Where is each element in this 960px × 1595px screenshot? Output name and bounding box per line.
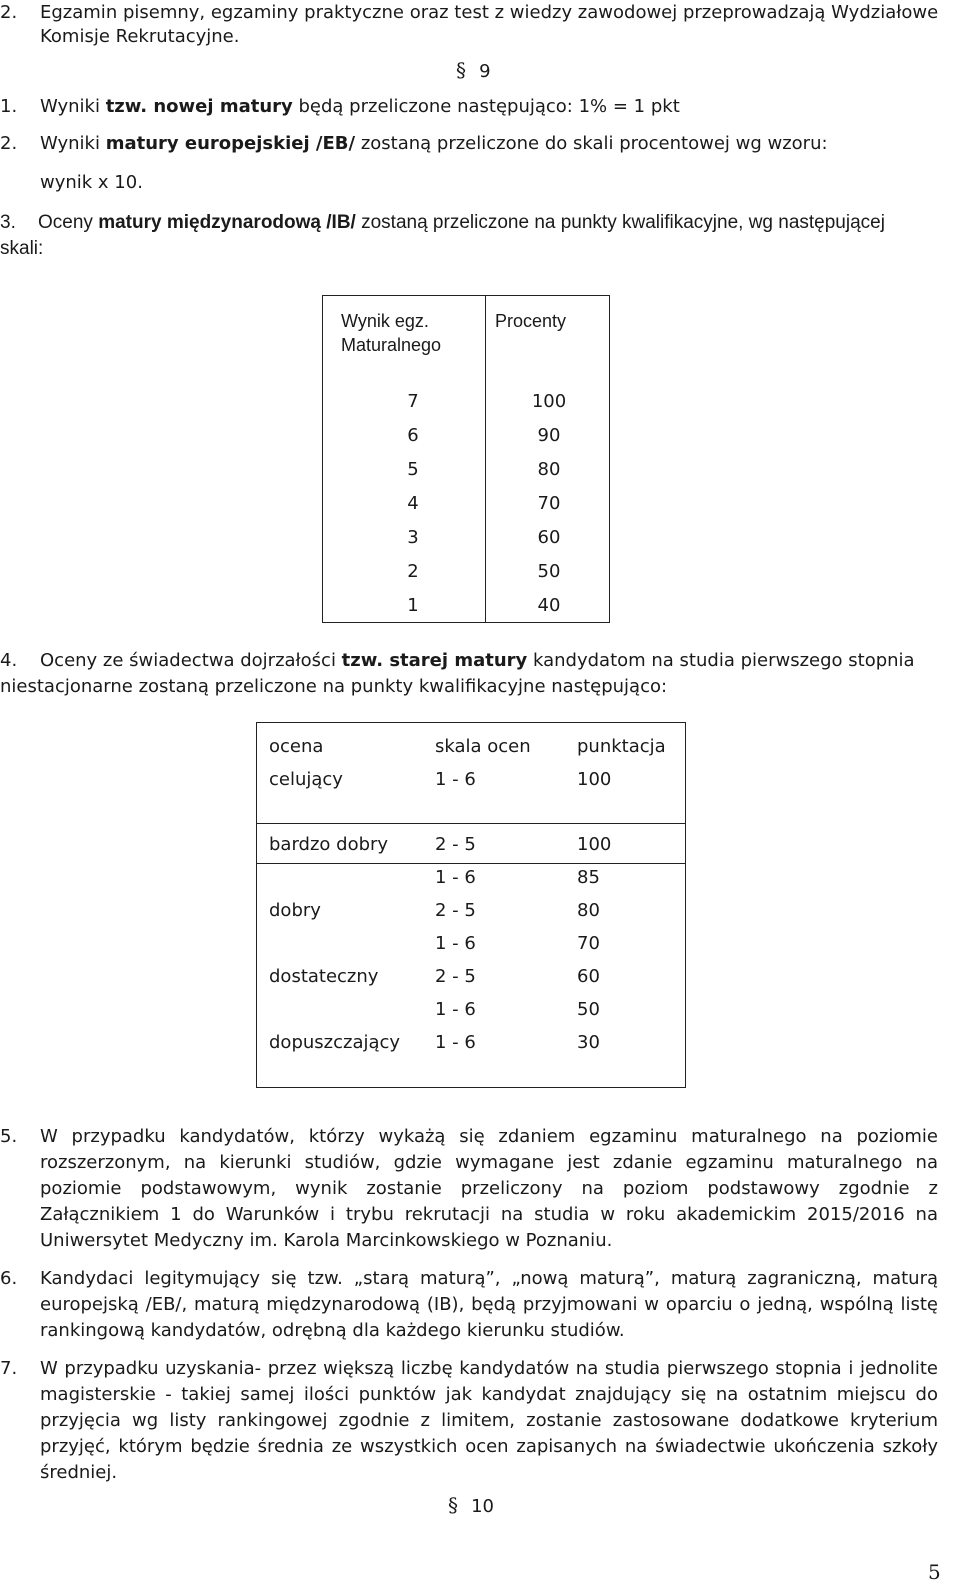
old-row-pkt: 85 <box>577 867 600 888</box>
old-row-ocena: dopuszczający <box>269 1032 401 1053</box>
old-row-skala: 1 - 6 <box>435 867 476 888</box>
paragraph-sign: § <box>448 1493 458 1517</box>
ib-row-grade: 7 <box>407 391 419 412</box>
ib-header-col1-line2: Maturalnego <box>341 335 442 355</box>
s9-item-1-text: Wyniki tzw. nowej matury będą przeliczone następująco: 1% = 1 pkt <box>40 96 680 117</box>
old-row-ocena: dostateczny <box>269 966 379 987</box>
old-row-skala: 2 - 5 <box>435 900 476 921</box>
s9-item-7-number: 7. <box>0 1358 18 1379</box>
ib-row-pct: 90 <box>537 425 561 446</box>
old-row-pkt: 80 <box>577 900 600 921</box>
table-row-divider <box>257 863 685 864</box>
s9-item-6-text: Kandydaci legitymujący się tzw. „starą maturą”, „nową maturą”, maturą zagraniczną, maturą europejską /EB/, maturą międzynarodową (IB), będą przyjmowani w oparciu o jedną, wspólną listę rankingową kandydatów, odrębną dla każdego kierunku studiów. <box>40 1268 938 1341</box>
section-9-heading <box>456 58 491 85</box>
s9-item-1-number: 1. <box>0 96 18 117</box>
old-row-pkt: 30 <box>577 1032 600 1053</box>
ib-header-col2: Procenty <box>495 311 567 331</box>
section-10-heading <box>448 1493 494 1520</box>
old-row-skala: 1 - 6 <box>435 769 476 790</box>
ib-conversion-table <box>322 295 610 623</box>
old-row-pkt: 100 <box>577 769 612 790</box>
item-2-number: 2. <box>0 2 18 23</box>
s9-item-3-text: Oceny matury międzynarodową /IB/ zostaną przeliczone na punkty kwalifikacyjne, wg następującej <box>38 212 885 233</box>
old-row-skala: 1 - 6 <box>435 1032 476 1053</box>
s9-item-5-text: W przypadku kandydatów, którzy wykażą się zdaniem egzaminu maturalnego na poziomie rozszerzonym, na kierunki studiów, gdzie wymagane jest zdanie egzaminu maturalnego na poziomie podstawowym, wynik zostanie przeliczony na poziom podstawowy zgodnie z Załącznikiem 1 do Warunków i trybu rekrutacji na studia w roku akademickim 2015/2016 na Uniwersytet Medyczny im. Karola Marcinkowskiego w Poznaniu. <box>40 1126 938 1251</box>
old-header-punktacja: punktacja <box>577 736 666 757</box>
s9-item-4-number: 4. <box>0 650 18 671</box>
old-row-skala: 1 - 6 <box>435 999 476 1020</box>
ib-row-pct: 50 <box>537 561 561 582</box>
ib-row-pct: 60 <box>537 527 561 548</box>
s9-item-2-number: 2. <box>0 133 18 154</box>
item-2-line1: Egzamin pisemny, egzaminy praktyczne oraz test z wiedzy zawodowej przeprowadzają Wydziałowe <box>40 2 939 23</box>
s9-item-4-text: Oceny ze świadectwa dojrzałości tzw. starej matury kandydatom na studia pierwszego stopnia <box>40 650 915 671</box>
old-row-ocena: bardzo dobry <box>269 834 389 855</box>
old-row-skala: 2 - 5 <box>435 834 476 855</box>
s9-item-2-text: Wyniki matury europejskiej /EB/ zostaną przeliczone do skali procentowej wg wzoru: <box>40 133 828 154</box>
old-header-ocena: ocena <box>269 736 324 757</box>
old-row-pkt: 50 <box>577 999 600 1020</box>
section-number: 9 <box>479 61 491 82</box>
ib-row-grade: 3 <box>407 527 419 548</box>
ib-row-grade: 4 <box>407 493 419 514</box>
old-matura-table <box>256 722 686 1088</box>
old-row-ocena: dobry <box>269 900 321 921</box>
ib-row-grade: 5 <box>407 459 419 480</box>
ib-row-pct: 80 <box>537 459 561 480</box>
old-row-skala: 2 - 5 <box>435 966 476 987</box>
s9-item-7-text: W przypadku uzyskania- przez większą liczbę kandydatów na studia pierwszego stopnia i jednolite magisterskie - takiej samej ilości punktów jak kandydat znajdujący się na ostatnim miejscu do przyjęcia wg listy rankingowej zgodnie z limitem, zostanie zastosowane dodatkowe kryterium przyjęć, którym będzie średnia ze wszystkich ocen zapisanych na świadectwie ukończenia szkoły średniej. <box>40 1358 938 1483</box>
table-row-divider <box>257 823 685 824</box>
page-number: 5 <box>928 1560 941 1584</box>
old-row-pkt: 60 <box>577 966 600 987</box>
old-row-skala: 1 - 6 <box>435 933 476 954</box>
ib-row-grade: 2 <box>407 561 419 582</box>
ib-row-grade: 6 <box>407 425 419 446</box>
old-header-skala: skala ocen <box>435 736 531 757</box>
section-number: 10 <box>471 1496 494 1517</box>
ib-row-grade: 1 <box>407 595 419 616</box>
s9-item-3-number: 3. <box>0 212 16 233</box>
ib-header-col1-line1: Wynik egz. <box>341 311 429 331</box>
s9-item-6-number: 6. <box>0 1268 18 1289</box>
ib-row-pct: 100 <box>531 391 567 412</box>
ib-row-pct: 70 <box>537 493 561 514</box>
table-column-divider <box>485 296 486 622</box>
old-row-pkt: 100 <box>577 834 612 855</box>
s9-item-5-number: 5. <box>0 1126 18 1147</box>
old-row-ocena: celujący <box>269 769 343 790</box>
item-2-line2: Komisje Rekrutacyjne. <box>40 26 240 47</box>
old-row-pkt: 70 <box>577 933 600 954</box>
s9-item-3-line2: skali: <box>0 238 44 259</box>
paragraph-sign: § <box>456 58 466 82</box>
s9-item-2-formula: wynik x 10. <box>40 172 143 193</box>
ib-row-pct: 40 <box>537 595 561 616</box>
s9-item-4-line2: niestacjonarne zostaną przeliczone na punkty kwalifikacyjne następująco: <box>0 676 668 697</box>
